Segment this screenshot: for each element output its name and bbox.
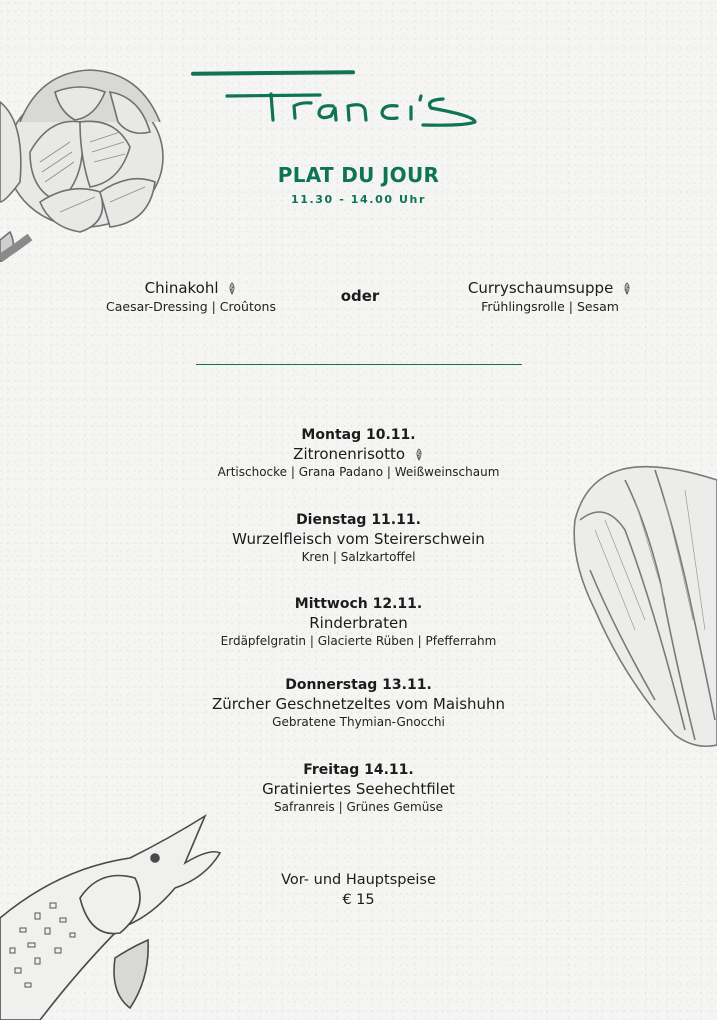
starter-left-description: Caesar-Dressing | Croûtons — [106, 299, 276, 314]
price-label: Vor- und Hauptspeise — [281, 872, 436, 888]
day-date: Freitag 14.11. — [303, 762, 414, 778]
starter-right-name: Curryschaumsuppe — [467, 279, 614, 297]
starter-left-name: Chinakohl — [144, 279, 219, 297]
day-dish: Gratiniertes Seehechtfilet — [262, 780, 455, 798]
napa-cabbage-illustration — [565, 460, 717, 750]
leaf-icon — [227, 282, 237, 295]
starter-left — [76, 279, 306, 315]
leaf-icon — [414, 448, 424, 461]
francis-logo — [215, 72, 485, 132]
day-dish: Zürcher Geschnetzeltes vom Maishuhn — [211, 695, 506, 713]
day-dish: Zitronenrisotto — [293, 445, 406, 463]
starter-right-description: Frühlingsrolle | Sesam — [481, 299, 619, 314]
day-sides: Artischocke | Grana Padano | Weißweinschaum — [217, 465, 500, 479]
pike-fish-illustration — [0, 808, 225, 1020]
section-divider — [196, 364, 522, 365]
day-sides: Kren | Salzkartoffel — [301, 550, 416, 564]
day-date: Mittwoch 12.11. — [294, 596, 423, 612]
opening-hours: 11.30 - 14.00 Uhr — [290, 193, 427, 206]
page-title: PLAT DU JOUR — [277, 163, 440, 187]
day-date: Montag 10.11. — [301, 427, 416, 443]
leaf-icon — [622, 282, 632, 295]
price-value: € 15 — [342, 892, 375, 908]
day-sides: Safranreis | Grünes Gemüse — [274, 800, 443, 814]
day-date: Dienstag 11.11. — [296, 512, 421, 528]
starter-right — [435, 279, 665, 315]
day-dish: Wurzelfleisch vom Steirerschwein — [232, 530, 485, 548]
day-sides: Gebratene Thymian-Gnocchi — [272, 715, 445, 729]
artichoke-illustration — [0, 62, 170, 262]
day-dish: Rinderbraten — [309, 614, 408, 632]
day-sides: Erdäpfelgratin | Glacierte Rüben | Pfefferrahm — [220, 634, 497, 648]
day-date: Donnerstag 13.11. — [285, 677, 432, 693]
starter-separator: oder — [340, 287, 380, 305]
